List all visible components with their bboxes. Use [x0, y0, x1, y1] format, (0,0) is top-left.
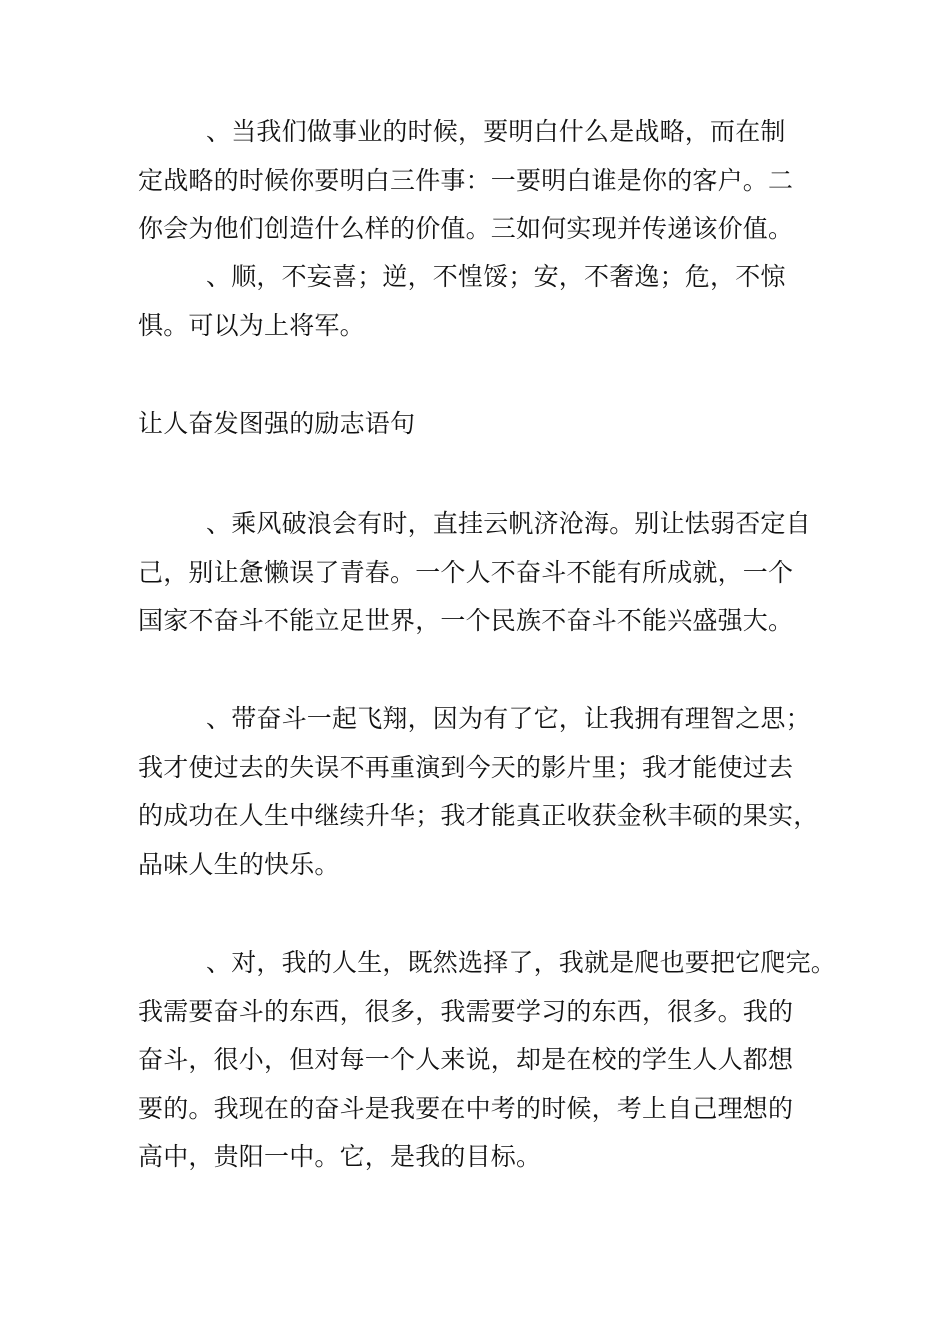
- paragraph-5-line-3: 奋斗，很小，但对每一个人来说，却是在校的学生人人都想: [138, 1045, 794, 1074]
- paragraph-2-line-1: 、顺，不妄喜；逆，不惶馁；安，不奢逸；危，不惊: [206, 262, 786, 291]
- section-heading: 让人奋发图强的励志语句: [138, 409, 416, 438]
- paragraph-4-line-4: 品味人生的快乐。: [138, 850, 340, 879]
- paragraph-5-line-4: 要的。我现在的奋斗是我要在中考的时候，考上自己理想的: [138, 1094, 794, 1123]
- paragraph-4-line-3: 的成功在人生中继续升华；我才能真正收获金秋丰硕的果实，: [138, 801, 819, 830]
- paragraph-5-line-1: 、对，我的人生，既然选择了，我就是爬也要把它爬完。: [206, 948, 837, 977]
- paragraph-3-line-3: 国家不奋斗不能立足世界，一个民族不奋斗不能兴盛强大。: [138, 606, 794, 635]
- paragraph-4-line-1: 、带奋斗一起飞翔，因为有了它，让我拥有理智之思；: [206, 704, 811, 733]
- paragraph-4-line-2: 我才使过去的失误不再重演到今天的影片里；我才能使过去: [138, 753, 794, 782]
- paragraph-1-line-3: 你会为他们创造什么样的价值。三如何实现并传递该价值。: [138, 214, 794, 243]
- paragraph-2-line-2: 惧。可以为上将军。: [138, 311, 365, 340]
- paragraph-3-line-1: 、乘风破浪会有时，直挂云帆济沧海。别让怯弱否定自: [206, 509, 811, 538]
- paragraph-1-line-2: 定战略的时候你要明白三件事：一要明白谁是你的客户。二: [138, 166, 794, 195]
- paragraph-5-line-2: 我需要奋斗的东西，很多，我需要学习的东西，很多。我的: [138, 997, 794, 1026]
- paragraph-5-line-5: 高中，贵阳一中。它，是我的目标。: [138, 1142, 542, 1171]
- paragraph-1-line-1: 、当我们做事业的时候，要明白什么是战略，而在制: [206, 117, 786, 146]
- paragraph-3-line-2: 己，别让惫懒误了青春。一个人不奋斗不能有所成就，一个: [138, 558, 794, 587]
